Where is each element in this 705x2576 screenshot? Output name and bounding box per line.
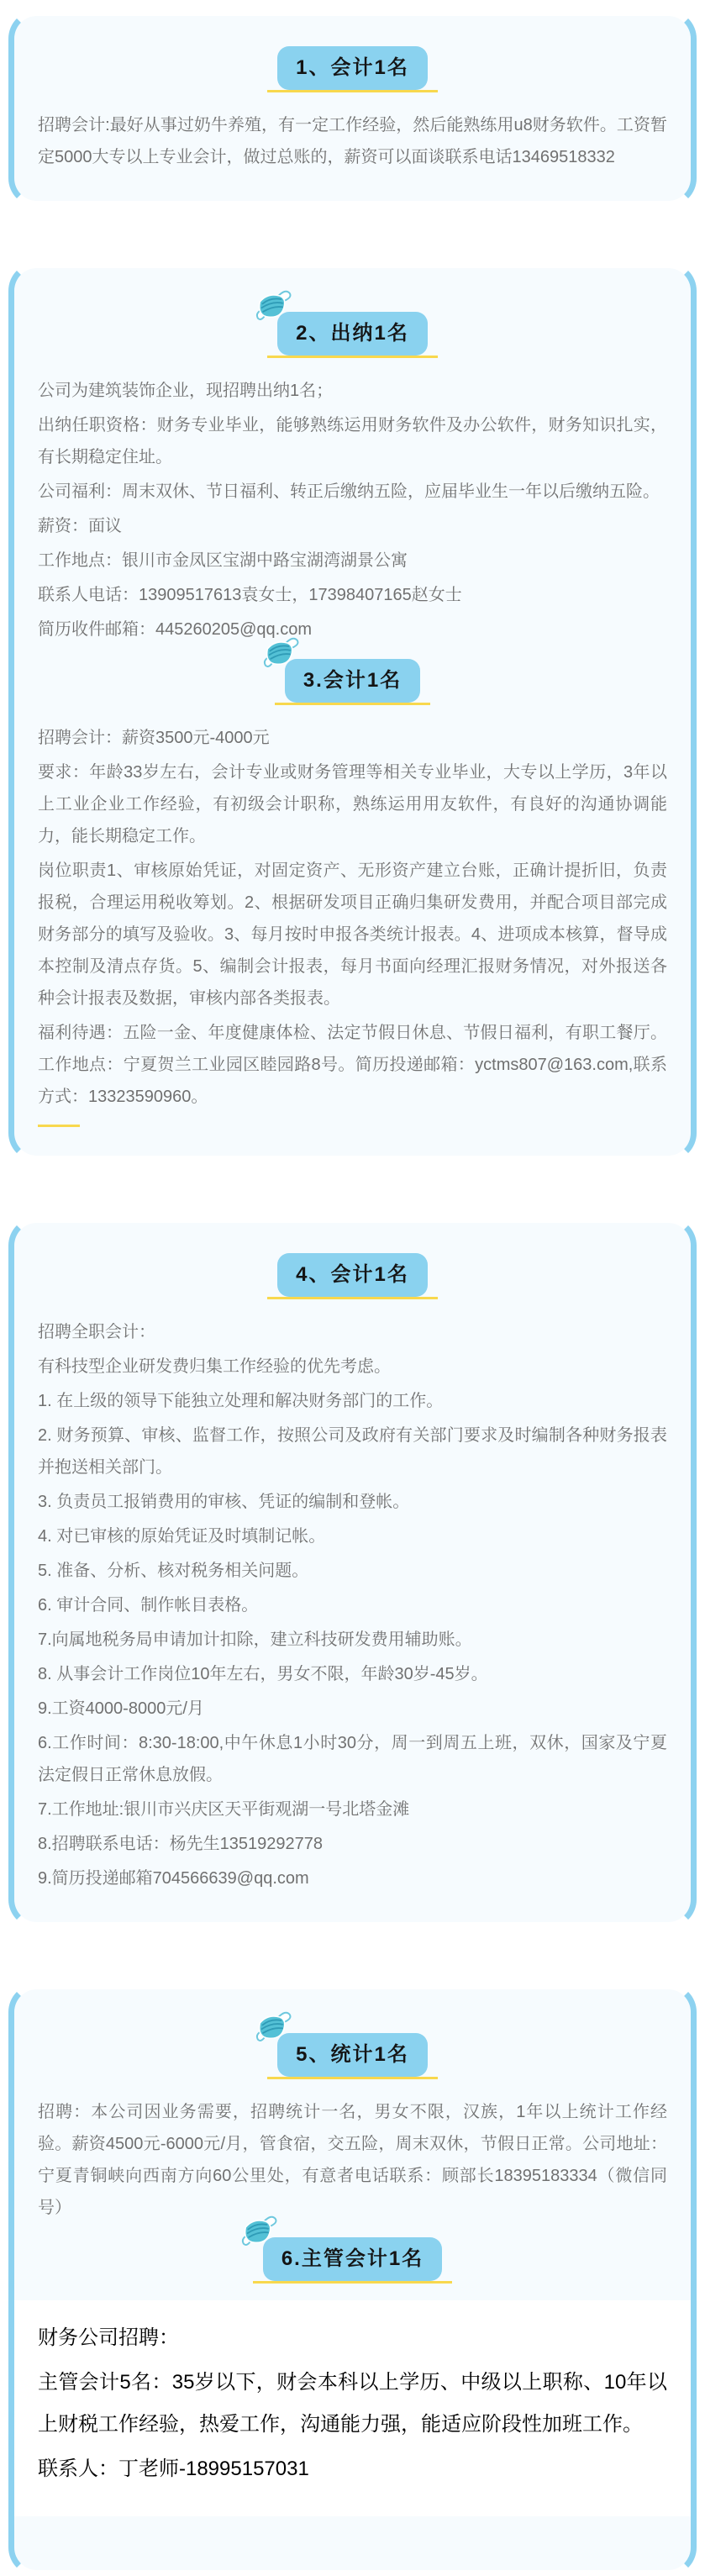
section-title-badge: 1、会计1名	[277, 46, 428, 90]
job-description-paragraph: 有科技型企业研发费归集工作经验的优先考虑。	[38, 1357, 391, 1376]
job-section	[14, 46, 691, 173]
badge-underline-decoration	[267, 1297, 438, 1299]
badge-underline-decoration	[253, 2281, 452, 2284]
section-badge-wrap	[285, 659, 420, 703]
job-description-paragraph: 3. 负责员工报销费用的审核、凭证的编制和登帐。	[38, 1493, 410, 1511]
section-title-badge: 5、统计1名	[277, 2033, 428, 2077]
section-badge-row	[14, 1253, 691, 1297]
badge-underline-decoration	[267, 356, 438, 358]
job-description-paragraph: 8.招聘联系电话：杨先生13519292778	[38, 1835, 324, 1853]
job-description-paragraph: 联系人电话：13909517613袁女士，17398407165赵女士	[38, 586, 462, 604]
face-mask-icon	[255, 2010, 292, 2042]
cards-container	[0, 10, 705, 2576]
section-title-badge: 3.会计1名	[285, 659, 420, 703]
job-description-paragraph: 财务公司招聘：	[38, 2326, 179, 2349]
section-body	[14, 1316, 691, 1894]
job-description-paragraph: 6. 审计合同、制作帐目表格。	[38, 1596, 259, 1615]
job-description-paragraph: 岗位职责1、审核原始凭证，对固定资产、无形资产建立台账，正确计提折旧，负责报税，合理运用税收筹划。2、根据研发项目正确归集研发费用，并配合项目部完成财务部分的填写及验收。3、每月按时申报各类统计报表。4、进项成本核算，督导成本控制及清点存货。5、编制会计报表，每月书面向经理汇报财务情况，对外报送各种会计报表及数据，审核内部各类报表。	[38, 861, 667, 1008]
section-body	[14, 109, 691, 173]
job-description-paragraph: 招聘：本公司因业务需要，招聘统计一名，男女不限，汉族，1年以上统计工作经验。薪资4500元-6000元/月，管食宿，交五险，周末双休，节假日正常。公司地址：宁夏青铜峡向西南方向60公里处，有意者电话联系：顾部长18395183334（微信同号）	[38, 2103, 667, 2217]
section-badge-row	[14, 2237, 691, 2281]
job-description-paragraph: 福利待遇：五险一金、年度健康体检、法定节假日休息、节假日福利，有职工餐厅。工作地点：宁夏贺兰工业园区睦园路8号。简历投递邮箱：yctms807@163.com,联系方式：13323590960。	[38, 1024, 667, 1106]
job-description-paragraph: 9.工资4000-8000元/月	[38, 1699, 204, 1718]
job-section	[14, 2033, 691, 2224]
job-description-paragraph: 6.工作时间：8:30-18:00,中午休息1小时30分，周一到周五上班，双休，国家及宁夏法定假日正常休息放假。	[38, 1734, 667, 1784]
job-section	[14, 312, 691, 645]
job-description-paragraph: 招聘会计：薪资3500元-4000元	[38, 729, 270, 747]
job-description-paragraph: 招聘全职会计：	[38, 1323, 155, 1341]
badge-underline-decoration	[275, 703, 430, 705]
section-title-badge: 4、会计1名	[277, 1253, 428, 1297]
section-badge-wrap	[277, 46, 428, 90]
section-body	[14, 2096, 691, 2224]
badge-underline-decoration	[267, 90, 438, 92]
job-description-paragraph: 工作地点：银川市金凤区宝湖中路宝湖湾湖景公寓	[38, 551, 408, 570]
section-badge-wrap	[277, 2033, 428, 2077]
job-description-paragraph: 5. 准备、分析、核对税务相关问题。	[38, 1562, 309, 1580]
section-body	[14, 2300, 691, 2516]
job-description-paragraph: 联系人：丁老师-18995157031	[38, 2457, 309, 2480]
section-title-badge: 2、出纳1名	[277, 312, 428, 356]
job-card	[8, 1983, 697, 2576]
job-card	[8, 10, 697, 207]
section-body	[14, 722, 691, 1113]
face-mask-icon	[255, 289, 292, 321]
section-badge-wrap	[277, 1253, 428, 1297]
job-section	[14, 1253, 691, 1894]
job-description-paragraph: 薪资：面议	[38, 517, 122, 535]
section-badge-row	[14, 659, 691, 703]
job-section	[14, 2237, 691, 2516]
section-body	[14, 375, 691, 645]
job-description-paragraph: 出纳任职资格：财务专业毕业，能够熟练运用财务软件及办公软件，财务知识扎实，有长期稳定住址。	[38, 416, 667, 466]
section-badge-wrap	[277, 312, 428, 356]
job-description-paragraph: 1. 在上级的领导下能独立处理和解决财务部门的工作。	[38, 1392, 444, 1410]
job-description-paragraph: 要求：年龄33岁左右，会计专业或财务管理等相关专业毕业，大专以上学历，3年以上工业企业工作经验，有初级会计职称，熟练运用用友软件，有良好的沟通协调能力，能长期稳定工作。	[38, 763, 667, 845]
section-title-badge: 6.主管会计1名	[263, 2237, 442, 2281]
job-description-paragraph: 9.简历投递邮箱704566639@qq.com	[38, 1869, 309, 1888]
job-card	[8, 1217, 697, 1928]
job-description-paragraph: 公司为建筑装饰企业，现招聘出纳1名；	[38, 382, 334, 400]
job-description-paragraph: 招聘会计:最好从事过奶牛养殖，有一定工作经验，然后能熟练用u8财务软件。工资暂定5000大专以上专业会计，做过总账的，薪资可以面谈联系电话13469518332	[38, 116, 667, 166]
job-description-paragraph: 7.工作地址:银川市兴庆区天平街观湖一号北塔金滩	[38, 1800, 410, 1819]
face-mask-icon	[262, 636, 299, 668]
section-badge-wrap	[263, 2237, 442, 2281]
job-description-paragraph: 主管会计5名：35岁以下，财会本科以上学历、中级以上职称、10年以上财税工作经验，热爱工作，沟通能力强，能适应阶段性加班工作。	[38, 2371, 667, 2436]
job-card	[8, 262, 697, 1162]
job-description-paragraph: 4. 对已审核的原始凭证及时填制记帐。	[38, 1527, 326, 1546]
yellow-dash-decoration	[38, 1125, 80, 1127]
job-description-paragraph: 7.向属地税务局申请加计扣除，建立科技研发费用辅助账。	[38, 1630, 472, 1649]
job-description-paragraph: 8. 从事会计工作岗位10年左右，男女不限，年龄30岁-45岁。	[38, 1665, 488, 1683]
job-description-paragraph: 简历收件邮箱：445260205@qq.com	[38, 620, 312, 639]
section-badge-row	[14, 312, 691, 356]
job-description-paragraph: 2. 财务预算、审核、监督工作，按照公司及政府有关部门要求及时编制各种财务报表并抱送相关部门。	[38, 1426, 667, 1477]
job-description-paragraph: 公司福利：周末双休、节日福利、转正后缴纳五险，应届毕业生一年以后缴纳五险。	[38, 482, 660, 501]
section-badge-row	[14, 2033, 691, 2077]
badge-underline-decoration	[267, 2077, 438, 2079]
section-badge-row	[14, 46, 691, 90]
job-section	[14, 659, 691, 1113]
face-mask-icon	[240, 2215, 277, 2247]
